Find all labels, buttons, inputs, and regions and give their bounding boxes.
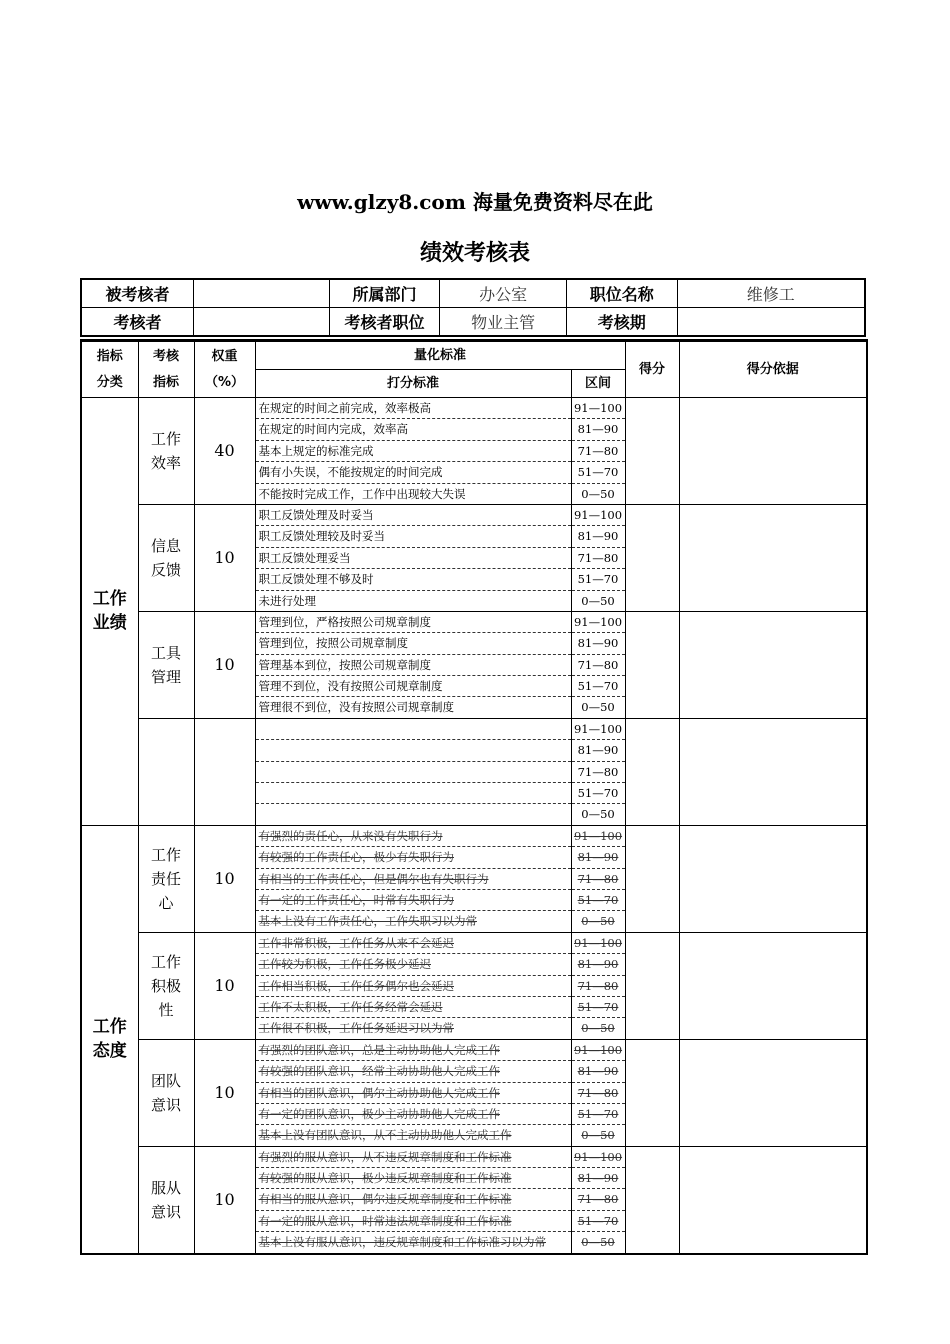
range-line: 81—90 [572,954,625,975]
range-line: 0—50 [581,914,615,929]
criteria-cell [255,1039,571,1146]
assessment-table [80,339,868,1255]
table-row [81,504,867,611]
category-cell: 工作 态度 [81,825,138,1253]
range-line: 91—100 [572,505,625,526]
range-line: 51—70 [572,569,625,590]
basis-input[interactable] [679,1039,867,1146]
range-line: 0—50 [581,1235,615,1250]
criteria-line: 基本上没有团队意识，从不主动协助他人完成工作 [258,1128,512,1143]
basis-input[interactable] [679,932,867,1039]
table-row [81,398,867,505]
criteria-line: 职工反馈处理不够及时 [256,569,571,590]
header-indicator: 考核 指标 [138,341,194,398]
criteria-line: 有一定的团队意识，极少主动协助他人完成工作 [256,1104,571,1125]
range-cell [571,1146,625,1253]
range-line: 51—70 [572,783,625,804]
weight-cell: 10 [194,504,255,611]
criteria-cell [255,504,571,611]
criteria-line [256,740,571,761]
page-title: 绩效考核表 [419,240,530,266]
weight-cell: 10 [194,932,255,1039]
criteria-line: 不能按时完成工作，工作中出现较大失误 [258,486,466,501]
dept-value[interactable]: 办公室 [440,279,567,308]
range-line: 51—70 [572,1104,625,1125]
criteria-line [256,804,571,824]
range-line: 81—90 [572,526,625,547]
range-line: 91—100 [572,1147,625,1168]
criteria-line: 在规定的时间内完成，效率高 [256,419,571,440]
header-basis: 得分依据 [679,341,867,398]
range-cell [571,398,625,505]
criteria-line: 工作非常积极，工作任务从来不会延迟 [256,933,571,954]
indicator-cell: 信息 反馈 [138,504,194,611]
range-line: 51—70 [572,676,625,697]
range-cell [571,825,625,932]
weight-cell: 10 [194,611,255,718]
criteria-cell [255,1146,571,1253]
criteria-line: 职工反馈处理妥当 [256,548,571,569]
examiner-value[interactable] [194,308,330,337]
table-row [81,611,867,718]
examiner-label: 考核者 [81,308,194,337]
weight-cell: 10 [194,1039,255,1146]
criteria-line [256,783,571,804]
range-line: 71—80 [572,655,625,676]
header-criteria: 打分标准 [255,370,571,398]
range-line: 81—90 [572,1168,625,1189]
range-cell [571,1039,625,1146]
range-line: 51—70 [572,1211,625,1232]
score-input[interactable] [625,611,679,718]
criteria-cell [255,398,571,505]
site-banner: www.glzy8.com 海量免费资料尽在此 [297,190,653,214]
criteria-line: 有较强的工作责任心，极少有失职行为 [256,847,571,868]
table-row [81,718,867,825]
criteria-line: 有一定的工作责任心，时常有失职行为 [256,890,571,911]
header-quant: 量化标准 [255,341,625,370]
range-line: 91—100 [572,612,625,633]
header-category: 指标 分类 [81,341,138,398]
header-score: 得分 [625,341,679,398]
score-input[interactable] [625,1039,679,1146]
range-line: 91—100 [572,933,625,954]
info-table [80,278,866,337]
criteria-line: 有相当的工作责任心，但是偶尔也有失职行为 [256,869,571,890]
basis-input[interactable] [679,504,867,611]
criteria-line: 有较强的服从意识，极少违反规章制度和工作标准 [256,1168,571,1189]
criteria-line: 职工反馈处理较及时妥当 [256,526,571,547]
criteria-line [256,762,571,783]
range-line: 0—50 [581,807,615,822]
criteria-line: 有强烈的服从意识，从不违反规章制度和工作标准 [256,1147,571,1168]
criteria-line: 基本上没有工作责任心，工作失职习以为常 [258,914,477,929]
criteria-line: 有强烈的团队意识，总是主动协助他人完成工作 [256,1040,571,1061]
range-line: 0—50 [581,593,615,608]
criteria-line: 管理基本到位，按照公司规章制度 [256,655,571,676]
range-cell [571,504,625,611]
range-line: 71—80 [572,869,625,890]
indicator-cell: 团队 意识 [138,1039,194,1146]
range-line: 0—50 [581,1021,615,1036]
weight-cell: 40 [194,398,255,505]
criteria-line: 在规定的时间之前完成，效率极高 [256,398,571,419]
score-input[interactable] [625,718,679,825]
dept-label: 所属部门 [329,279,440,308]
indicator-cell: 工作 效率 [138,398,194,505]
criteria-line: 管理不到位，没有按照公司规章制度 [256,676,571,697]
criteria-line: 偶有小失误，不能按规定的时间完成 [256,462,571,483]
weight-cell: 10 [194,1146,255,1253]
criteria-line: 有相当的团队意识，偶尔主动协助他人完成工作 [256,1083,571,1104]
indicator-cell: 服从 意识 [138,1146,194,1253]
range-line: 81—90 [572,633,625,654]
criteria-line: 未进行处理 [258,593,316,608]
basis-input[interactable] [679,825,867,932]
criteria-line: 基本上规定的标准完成 [256,441,571,462]
criteria-line: 管理很不到位，没有按照公司规章制度 [258,700,454,715]
criteria-line: 工作相当积极，工作任务偶尔也会延迟 [256,976,571,997]
table-row [81,1146,867,1253]
range-line: 71—80 [572,762,625,783]
indicator-cell: 工具 管理 [138,611,194,718]
criteria-line: 工作不太积极，工作任务经常会延迟 [256,997,571,1018]
range-line: 51—70 [572,462,625,483]
criteria-line: 工作很不积极，工作任务延迟习以为常 [258,1021,454,1036]
criteria-line: 管理到位，严格按照公司规章制度 [256,612,571,633]
examiner-position-value[interactable]: 物业主管 [440,308,567,337]
criteria-line: 有一定的服从意识，时常违法规章制度和工作标准 [256,1211,571,1232]
basis-input[interactable] [679,611,867,718]
criteria-line [256,719,571,740]
category-cell: 工作 业绩 [81,398,138,826]
criteria-cell [255,611,571,718]
range-line: 71—80 [572,976,625,997]
range-line: 91—100 [572,719,625,740]
criteria-line: 工作较为积极，工作任务极少延迟 [256,954,571,975]
range-line: 51—70 [572,890,625,911]
criteria-cell [255,825,571,932]
range-line: 71—80 [572,548,625,569]
range-line: 81—90 [572,1061,625,1082]
table-row [81,1039,867,1146]
weight-cell: 10 [194,825,255,932]
table-row [81,825,867,932]
score-input[interactable] [625,1146,679,1253]
range-cell [571,932,625,1039]
criteria-line: 有相当的服从意识，偶尔违反规章制度和工作标准 [256,1189,571,1210]
range-line: 0—50 [581,486,615,501]
range-line: 81—90 [572,847,625,868]
range-line: 51—70 [572,997,625,1018]
criteria-line: 基本上没有服从意识，违反规章制度和工作标准习以为常 [258,1235,546,1250]
range-line: 91—100 [572,398,625,419]
score-input[interactable] [625,825,679,932]
basis-input[interactable] [679,1146,867,1253]
range-line: 91—100 [572,1040,625,1061]
indicator-cell: 工作 积极 性 [138,932,194,1039]
range-line: 71—80 [572,1189,625,1210]
range-cell [571,611,625,718]
range-line: 81—90 [572,740,625,761]
criteria-cell [255,932,571,1039]
range-line: 71—80 [572,441,625,462]
range-line: 0—50 [581,700,615,715]
score-input[interactable] [625,398,679,505]
range-cell [571,718,625,825]
range-line: 91—100 [572,826,625,847]
period-label: 考核期 [566,308,677,337]
position-value[interactable]: 维修工 [677,279,865,308]
table-row [81,932,867,1039]
examinee-value[interactable] [194,279,330,308]
basis-input[interactable] [679,718,867,825]
range-line: 71—80 [572,1083,625,1104]
header-weight: 权重 （%） [194,341,255,398]
basis-input[interactable] [679,398,867,505]
weight-cell [194,718,255,825]
examinee-label: 被考核者 [81,279,194,308]
criteria-line: 有强烈的责任心，从来没有失职行为 [256,826,571,847]
criteria-line: 职工反馈处理及时妥当 [256,505,571,526]
indicator-cell [138,718,194,825]
criteria-line: 管理到位，按照公司规章制度 [256,633,571,654]
score-input[interactable] [625,504,679,611]
range-line: 0—50 [581,1128,615,1143]
header-range: 区间 [571,370,625,398]
criteria-line: 有较强的团队意识，经常主动协助他人完成工作 [256,1061,571,1082]
criteria-cell [255,718,571,825]
score-input[interactable] [625,932,679,1039]
range-line: 81—90 [572,419,625,440]
indicator-cell: 工作 责任 心 [138,825,194,932]
examiner-position-label: 考核者职位 [329,308,440,337]
position-label: 职位名称 [566,279,677,308]
period-value[interactable] [677,308,865,337]
